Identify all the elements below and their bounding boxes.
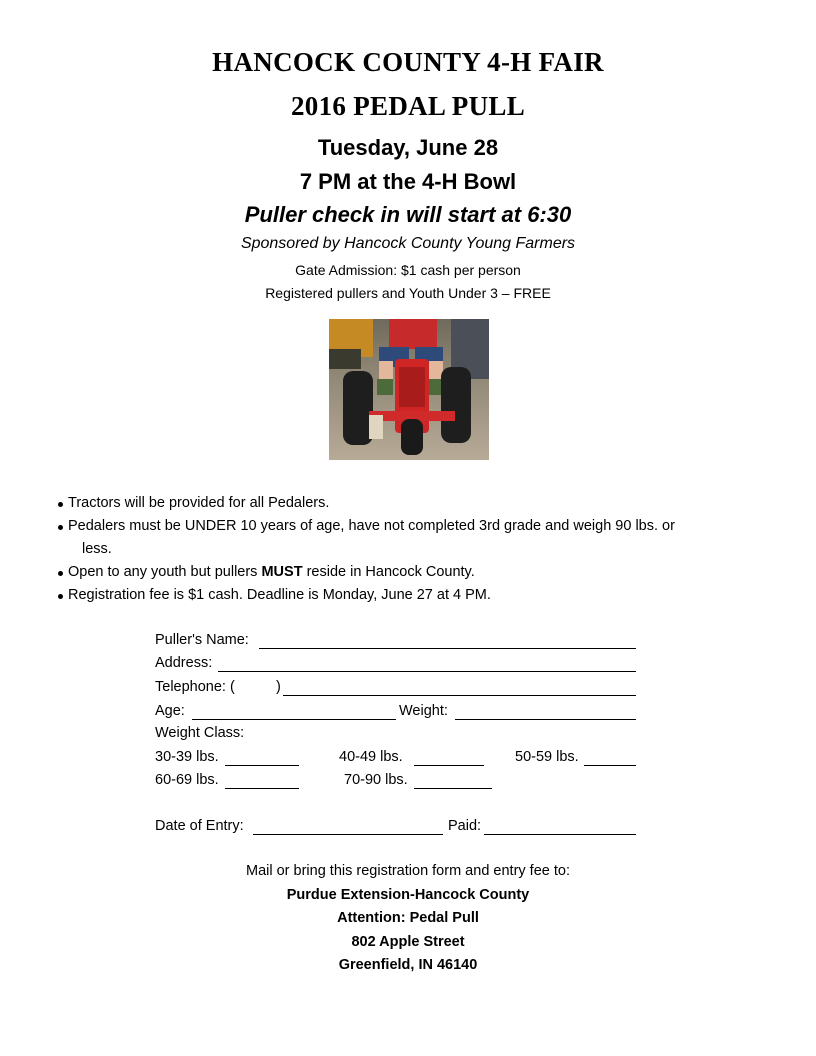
address-field[interactable]: [218, 671, 636, 672]
mail-street: 802 Apple Street: [351, 933, 465, 950]
event-title: 2016 PEDAL PULL: [290, 91, 526, 121]
bullet-icon: [58, 571, 63, 576]
weight-class-70-90-label: 70-90 lbs.: [344, 772, 408, 788]
weight-class-70-90-field[interactable]: [414, 788, 492, 789]
sponsor-line: Sponsored by Hancock County Young Farmers: [240, 235, 576, 252]
mail-city: Greenfield, IN 46140: [338, 957, 478, 973]
weight-class-label: Weight Class:: [155, 725, 245, 741]
weight-class-30-39-field[interactable]: [225, 765, 299, 766]
check-in-note: Puller check in will start at 6:30: [244, 202, 572, 227]
date-of-entry-label: Date of Entry:: [155, 818, 244, 834]
telephone-paren-close: ): [276, 679, 281, 695]
mail-organization: Purdue Extension-Hancock County: [286, 886, 530, 903]
mailing-block: [0, 860, 816, 978]
age-field[interactable]: [192, 719, 396, 720]
flyer-title: HANCOCK COUNTY 4-H FAIR: [212, 47, 604, 77]
pedal-tractor-photo: [329, 319, 489, 460]
weight-class-50-59-label: 50-59 lbs.: [515, 749, 579, 765]
weight-class-40-49-field[interactable]: [414, 765, 484, 766]
weight-field[interactable]: [455, 719, 636, 720]
free-note: Registered pullers and Youth Under 3 – FREE: [265, 285, 551, 301]
weight-class-60-69-field[interactable]: [225, 788, 299, 789]
telephone-field[interactable]: [283, 695, 636, 696]
weight-class-50-59-field[interactable]: [584, 765, 636, 766]
age-label: Age:: [155, 703, 185, 719]
puller-name-field[interactable]: [259, 648, 636, 649]
paid-field[interactable]: [484, 834, 636, 835]
rule-item: Pedalers must be UNDER 10 years of age, have not completed 3rd grade and weigh 90 lbs. or less.: [56, 515, 756, 561]
date-of-entry-field[interactable]: [253, 834, 443, 835]
event-time-place: 7 PM at the 4-H Bowl: [299, 169, 517, 194]
telephone-label: Telephone: (: [155, 679, 235, 695]
rule-item: Open to any youth but pullers MUST reside in Hancock County.: [56, 561, 756, 584]
mail-attention: Attention: Pedal Pull: [337, 910, 479, 926]
paid-label: Paid:: [448, 818, 482, 834]
admission-line: Gate Admission: $1 cash per person: [295, 262, 521, 278]
bullet-icon: [58, 594, 63, 599]
puller-name-label: Puller's Name:: [155, 632, 249, 648]
event-date: Tuesday, June 28: [317, 135, 499, 160]
bullet-icon: [58, 525, 63, 530]
mail-intro: Mail or bring this registration form and entry fee to:: [246, 863, 570, 879]
rules-list: [56, 492, 756, 607]
address-label: Address:: [155, 655, 213, 671]
weight-class-40-49-label: 40-49 lbs.: [339, 749, 403, 765]
bullet-icon: [58, 502, 63, 507]
rule-item: Registration fee is $1 cash. Deadline is Monday, June 27 at 4 PM.: [56, 584, 756, 607]
weight-class-60-69-label: 60-69 lbs.: [155, 772, 219, 788]
weight-class-30-39-label: 30-39 lbs.: [155, 749, 219, 765]
weight-label: Weight:: [399, 703, 448, 719]
rule-item: Tractors will be provided for all Pedalers.: [56, 492, 756, 515]
